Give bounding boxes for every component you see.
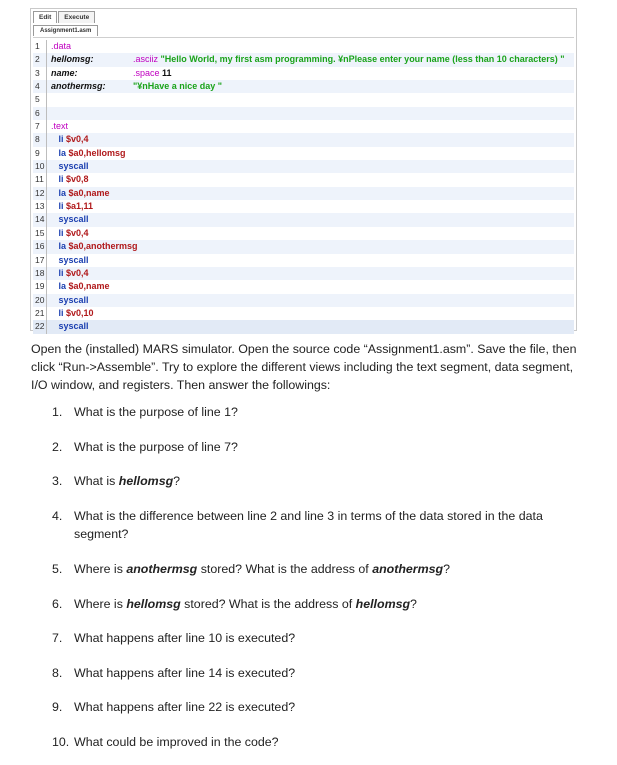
question-text-part: ? [443,562,451,576]
indent [51,321,59,331]
indent [51,148,59,158]
question-item [52,733,572,751]
code-line[interactable] [33,254,574,267]
code-line[interactable] [33,173,574,186]
line-number: 14 [35,213,47,226]
question-item [52,629,572,647]
question-number: 10. [52,735,70,749]
tab-file-assignment1[interactable]: Assignment1.asm [33,25,98,36]
code-line[interactable] [33,147,574,160]
question-number: 1. [52,405,63,419]
code-line[interactable] [33,67,574,80]
line-number: 6 [35,107,47,120]
code-line[interactable] [33,227,574,240]
line-code [51,280,110,293]
opcode-text: la [58,281,69,292]
operands-text: $a0,anothermsg [68,241,138,252]
question-text [74,595,564,613]
indent [51,188,59,198]
opcode-text: la [58,147,69,158]
question-number: 5. [52,562,63,576]
question-text [74,438,564,456]
value-text: "Hello World, my first asm programming. ¥nPlease enter your name (less than 10 characters) " [160,54,565,65]
indent [51,174,59,184]
question-text [74,403,564,421]
question-text [74,507,564,543]
question-text-part: What is the purpose of line 7? [74,440,238,454]
indent [51,214,59,224]
question-text-part: What could be improved in the code? [74,735,279,749]
code-area[interactable] [33,37,574,332]
code-line[interactable] [33,187,574,200]
question-text-part: Where is [74,562,127,576]
question-item [52,507,572,541]
label-text: anothermsg: [51,81,106,92]
operands-text: $v0,8 [66,174,89,185]
question-text-part: Where is [74,597,127,611]
question-text [74,733,564,751]
label-text: hellomsg: [51,54,94,65]
line-code [51,240,138,253]
question-item [52,403,572,421]
line-code [51,320,89,333]
opcode-text: syscall [58,161,89,172]
code-line[interactable] [33,160,574,173]
line-number: 12 [35,187,47,200]
question-text-part: What is the difference between line 2 and line 3 in terms of the data stored in the data segment? [74,509,543,541]
line-code [51,160,89,173]
code-line[interactable] [33,280,574,293]
question-text [74,560,564,578]
code-line[interactable] [33,213,574,226]
line-number: 11 [35,173,47,186]
question-text-part: What happens after line 22 is executed? [74,700,296,714]
indent [51,295,59,305]
file-tabs [33,25,99,36]
code-line[interactable] [33,320,574,333]
question-number: 6. [52,597,63,611]
question-item [52,664,572,682]
opcode-text: li [58,134,67,145]
question-text [74,664,564,682]
emphasized-term: hellomsg [126,597,181,611]
line-number: 17 [35,254,47,267]
question-item [52,472,572,490]
line-number: 15 [35,227,47,240]
question-text-part: What happens after line 10 is executed? [74,631,296,645]
value-text: "¥nHave a nice day " [133,81,223,92]
question-text-part: What is [74,474,119,488]
line-code [51,267,89,280]
tab-edit[interactable]: Edit [33,11,57,23]
opcode-text: li [58,307,67,318]
line-code [51,254,89,267]
question-text-part: ? [173,474,181,488]
emphasized-term: anothermsg [372,562,444,576]
operands-text: $v0,4 [66,227,89,238]
operands-text: $a0,hellomsg [68,147,126,158]
line-code [51,213,89,226]
directive-text: .text [51,121,69,132]
line-number: 8 [35,133,47,146]
line-code [51,147,126,160]
line-code [51,80,222,93]
code-line[interactable] [33,40,574,53]
code-line[interactable] [33,294,574,307]
opcode-text: li [58,201,67,212]
code-line[interactable] [33,53,574,66]
line-number: 7 [35,120,47,133]
instructions-paragraph: Open the (installed) MARS simulator. Open the source code “Assignment1.asm”. Save the file, then click “Run->Assemble”. Try to explore the different views including the text segment, data segment, I/O window, and registers. Then answer the followings: [31,342,577,392]
line-number: 5 [35,93,47,106]
line-number: 3 [35,67,47,80]
line-code [51,187,110,200]
tab-execute[interactable]: Execute [58,11,95,23]
line-number: 9 [35,147,47,160]
question-item [52,698,572,716]
indent [51,134,59,144]
emphasized-term: anothermsg [126,562,198,576]
question-text-part: stored? What is the address of [197,562,373,576]
question-text-part: What happens after line 14 is executed? [74,666,296,680]
question-number: 2. [52,440,63,454]
code-line[interactable] [33,200,574,213]
line-code [51,294,89,307]
code-line[interactable] [33,80,574,93]
question-text [74,472,564,490]
operands-text: $a0,name [68,281,110,292]
opcode-text: li [58,267,67,278]
question-number: 9. [52,700,63,714]
opcode-text: syscall [58,294,89,305]
question-number: 3. [52,474,63,488]
line-number: 20 [35,294,47,307]
code-line[interactable] [33,267,574,280]
indent [51,228,59,238]
line-code [51,227,89,240]
question-number: 4. [52,509,63,523]
opcode-text: li [58,174,67,185]
question-text [74,698,564,716]
operands-text: $a0,name [68,187,110,198]
operands-text: $a1,11 [66,201,94,212]
line-code [51,307,94,320]
line-code [51,133,89,146]
operands-text: $v0,4 [66,134,89,145]
code-editor-window [30,8,577,331]
question-item [52,438,572,456]
opcode-text: la [58,241,69,252]
line-code [51,200,93,213]
indent [51,268,59,278]
line-number: 2 [35,53,47,66]
directive-text: .data [51,41,72,51]
opcode-text: syscall [58,254,89,265]
indent [51,161,59,171]
code-line[interactable] [33,93,574,106]
line-code [51,120,68,133]
emphasized-term: hellomsg [118,474,174,488]
question-item [52,560,572,578]
line-number: 16 [35,240,47,253]
indent [51,308,59,318]
indent [51,241,59,251]
code-line[interactable] [33,107,574,120]
line-number: 13 [35,200,47,213]
question-text [74,629,564,647]
indent [51,255,59,265]
opcode-text: li [58,227,67,238]
question-text-part: ? [410,597,417,611]
question-number: 7. [52,631,63,645]
opcode-text: la [58,187,69,198]
code-line[interactable] [33,133,574,146]
line-code [51,67,172,80]
opcode-text: syscall [58,214,89,225]
emphasized-term: hellomsg [355,597,411,611]
directive-text: .asciiz [133,54,161,65]
question-item [52,595,572,613]
line-number: 1 [35,40,47,53]
opcode-text: syscall [58,321,89,332]
line-code [51,53,565,66]
line-number: 21 [35,307,47,320]
question-text-part: stored? What is the address of [180,597,356,611]
line-code [51,40,71,53]
line-number: 22 [35,320,47,333]
directive-text: .space [133,67,163,78]
operands-text: $v0,10 [66,307,94,318]
code-line[interactable] [33,120,574,133]
question-number: 8. [52,666,63,680]
value-text: 11 [162,67,172,78]
indent [51,201,59,211]
indent [51,281,59,291]
line-number: 19 [35,280,47,293]
operands-text: $v0,4 [66,267,89,278]
line-code [51,173,89,186]
line-number: 4 [35,80,47,93]
code-lines [33,40,574,334]
code-line[interactable] [33,307,574,320]
code-line[interactable] [33,240,574,253]
label-text: name: [51,67,78,78]
mode-tabs [33,11,96,23]
question-text-part: What is the purpose of line 1? [74,405,238,419]
line-number: 10 [35,160,47,173]
line-number: 18 [35,267,47,280]
